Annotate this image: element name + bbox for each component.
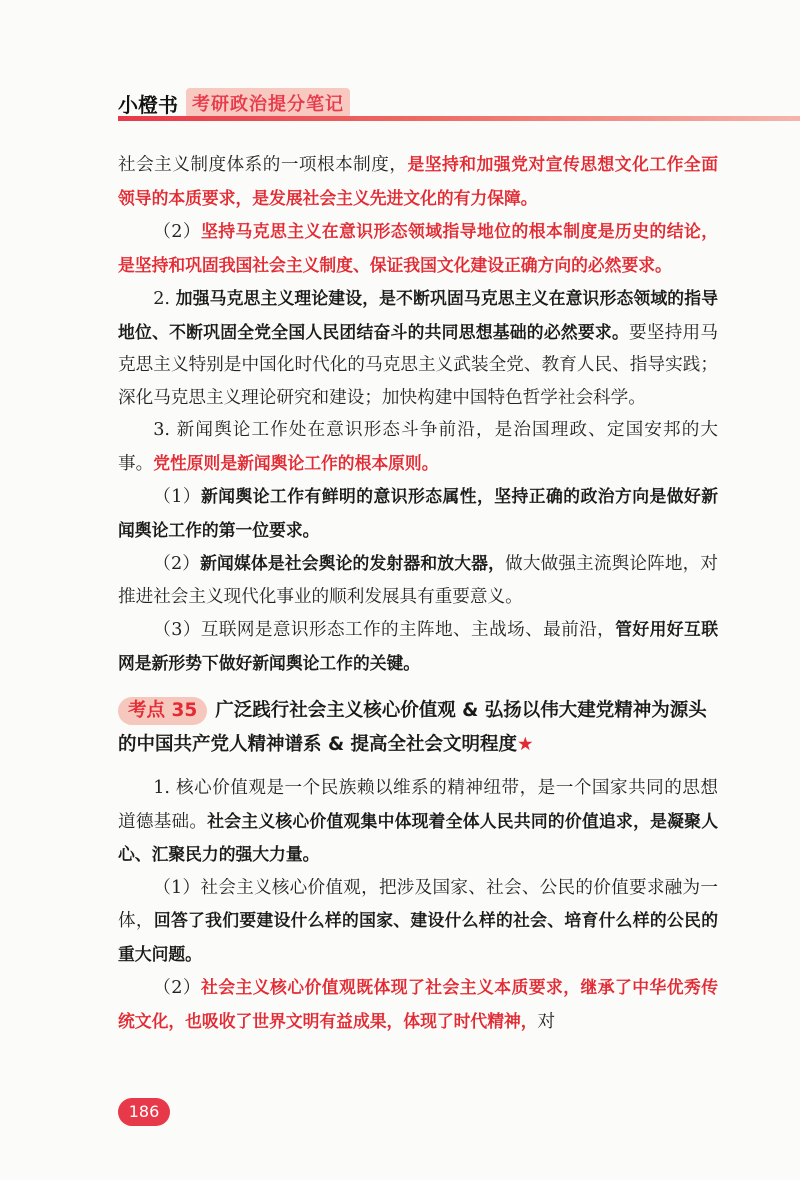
paragraph bbox=[118, 547, 718, 613]
paragraph bbox=[118, 282, 718, 414]
keypoint-badge: 考点 35 bbox=[118, 697, 207, 725]
bold-text: 管好用好互联网是新形势下做好新闻舆论工作的关键。 bbox=[118, 619, 718, 673]
paragraph bbox=[118, 148, 718, 215]
bold-text: 新闻舆论工作有鲜明的意识形态属性，坚持正确的政治方向是做好新闻舆论工作的第一位要求。 bbox=[118, 486, 718, 540]
body-text: 2. bbox=[153, 289, 176, 309]
paragraph bbox=[118, 971, 718, 1038]
paragraph bbox=[118, 613, 718, 680]
header-rule bbox=[118, 116, 800, 121]
body-text: （2） bbox=[153, 222, 201, 242]
bold-text: 加强马克思主义理论建设，是不断巩固马克思主义在意识形态领域的指导地位、不断巩固全党全国人民团结奋斗的共同思想基础的必然要求。 bbox=[118, 288, 718, 342]
highlight-red-text: 坚持马克思主义在意识形态领域指导地位的根本制度是历史的结论，是坚持和巩固我国社会主义制度、保证我国文化建设正确方向的必然要求。 bbox=[118, 221, 718, 275]
paragraph bbox=[118, 215, 718, 282]
paragraph bbox=[118, 480, 718, 547]
page-number: 186 bbox=[118, 1098, 170, 1126]
body-text: 做大做强主流舆论阵地，对推进社会主义现代化事业的顺利发展具有重要意义。 bbox=[118, 554, 718, 607]
page-body bbox=[118, 148, 718, 1038]
book-brand: 小橙书 bbox=[118, 92, 178, 117]
book-series-title: 考研政治提分笔记 bbox=[186, 88, 350, 118]
body-text: 1. 核心价值观是一个民族赖以维系的精神纽带，是一个国家共同的思想道德基础。 bbox=[118, 778, 718, 832]
keypoint-title: 广泛践行社会主义核心价值观 & 弘扬以伟大建党精神为源头的中国共产党人精神谱系 & 提高全社会文明程度 bbox=[118, 700, 707, 755]
bold-text: 回答了我们要建设什么样的国家、建设什么样的社会、培育什么样的公民的重大问题。 bbox=[118, 910, 718, 964]
paragraph bbox=[118, 414, 718, 480]
body-text: （1） bbox=[153, 487, 201, 507]
paragraph bbox=[118, 872, 718, 972]
body-text: （1）社会主义核心价值观，把涉及国家、社会、公民的价值要求融为一体， bbox=[118, 877, 718, 931]
body-text: （2） bbox=[153, 978, 201, 998]
body-text: （3）互联网是意识形态工作的主阵地、主战场、最前沿， bbox=[153, 620, 616, 640]
body-text: 对 bbox=[537, 1011, 556, 1032]
highlight-red-text: 是坚持和加强党对宣传思想文化工作全面领导的本质要求，是发展社会主义先进文化的有力保障。 bbox=[118, 154, 718, 208]
bold-text: 社会主义核心价值观集中体现着全体人民共同的价值追求，是凝聚人心、汇聚民力的强大力量。 bbox=[118, 810, 718, 864]
highlight-red-text: 社会主义核心价值观既体现了社会主义本质要求，继承了中华优秀传统文化，也吸收了世界文明有益成果，体现了时代精神， bbox=[118, 977, 718, 1031]
bold-text: 新闻媒体是社会舆论的发射器和放大器， bbox=[200, 553, 506, 573]
highlight-red-text: 党性原则是新闻舆论工作的根本原则。 bbox=[153, 452, 439, 473]
body-text: （2） bbox=[153, 554, 201, 574]
paragraph bbox=[118, 772, 718, 872]
body-text: 3. 新闻舆论工作处在意识形态斗争前沿，是治国理政、定国安邦的大事。 bbox=[118, 420, 718, 474]
running-header bbox=[118, 86, 350, 120]
body-text: 社会主义制度体系的一项根本制度， bbox=[118, 155, 408, 175]
star-icon: ★ bbox=[517, 734, 534, 755]
body-text: 要坚持用马克思主义特别是中国化时代化的马克思主义武装全党、教育人民、指导实践；深化马克思主义理论研究和建设；加快构建中国特色哲学社会科学。 bbox=[118, 322, 718, 408]
keypoint-heading bbox=[118, 694, 718, 762]
